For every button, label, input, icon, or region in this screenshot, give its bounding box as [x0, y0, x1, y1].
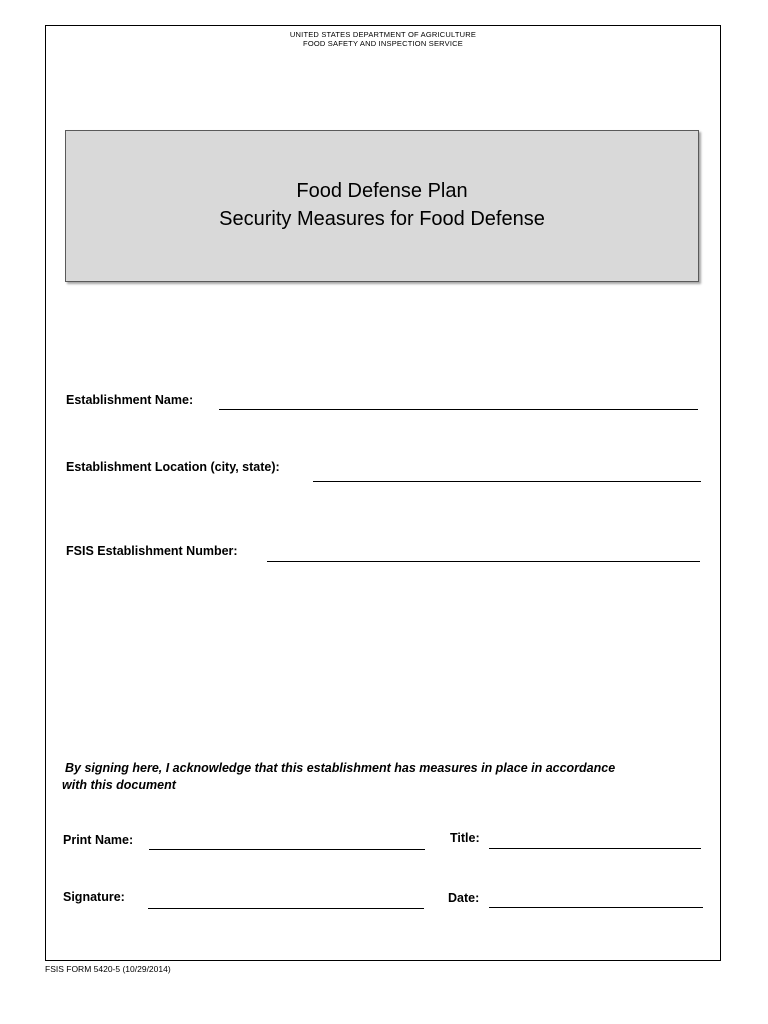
title-label: Title:: [450, 831, 480, 845]
date-label: Date:: [448, 891, 480, 905]
establishment-name-field[interactable]: [219, 409, 698, 410]
agency-name: UNITED STATES DEPARTMENT OF AGRICULTURE: [289, 30, 477, 39]
form-page-frame: [45, 25, 721, 961]
print-name-field[interactable]: [149, 849, 425, 850]
form-subtitle: Security Measures for Food Defense: [219, 208, 545, 230]
acknowledgement-line-1: By signing here, I acknowledge that this establishment has measures in place in accordance: [65, 761, 616, 775]
signature-label: Signature:: [63, 890, 125, 904]
form-title: Food Defense Plan: [296, 180, 468, 202]
title-field[interactable]: [489, 848, 701, 849]
establishment-location-field[interactable]: [313, 481, 701, 482]
title-box: [65, 130, 699, 282]
establishment-name-label: Establishment Name:: [66, 393, 194, 407]
acknowledgement-line-2: with this document: [62, 778, 176, 792]
date-field[interactable]: [489, 907, 703, 908]
establishment-location-label: Establishment Location (city, state):: [66, 460, 280, 474]
acknowledgement-text: [62, 760, 702, 794]
form-number: FSIS FORM 5420-5 (10/29/2014): [45, 964, 171, 974]
agency-service: FOOD SAFETY AND INSPECTION SERVICE: [303, 39, 463, 48]
signature-field[interactable]: [148, 908, 424, 909]
print-name-label: Print Name:: [63, 833, 134, 847]
fsis-number-label: FSIS Establishment Number:: [66, 544, 238, 558]
fsis-number-field[interactable]: [267, 561, 700, 562]
